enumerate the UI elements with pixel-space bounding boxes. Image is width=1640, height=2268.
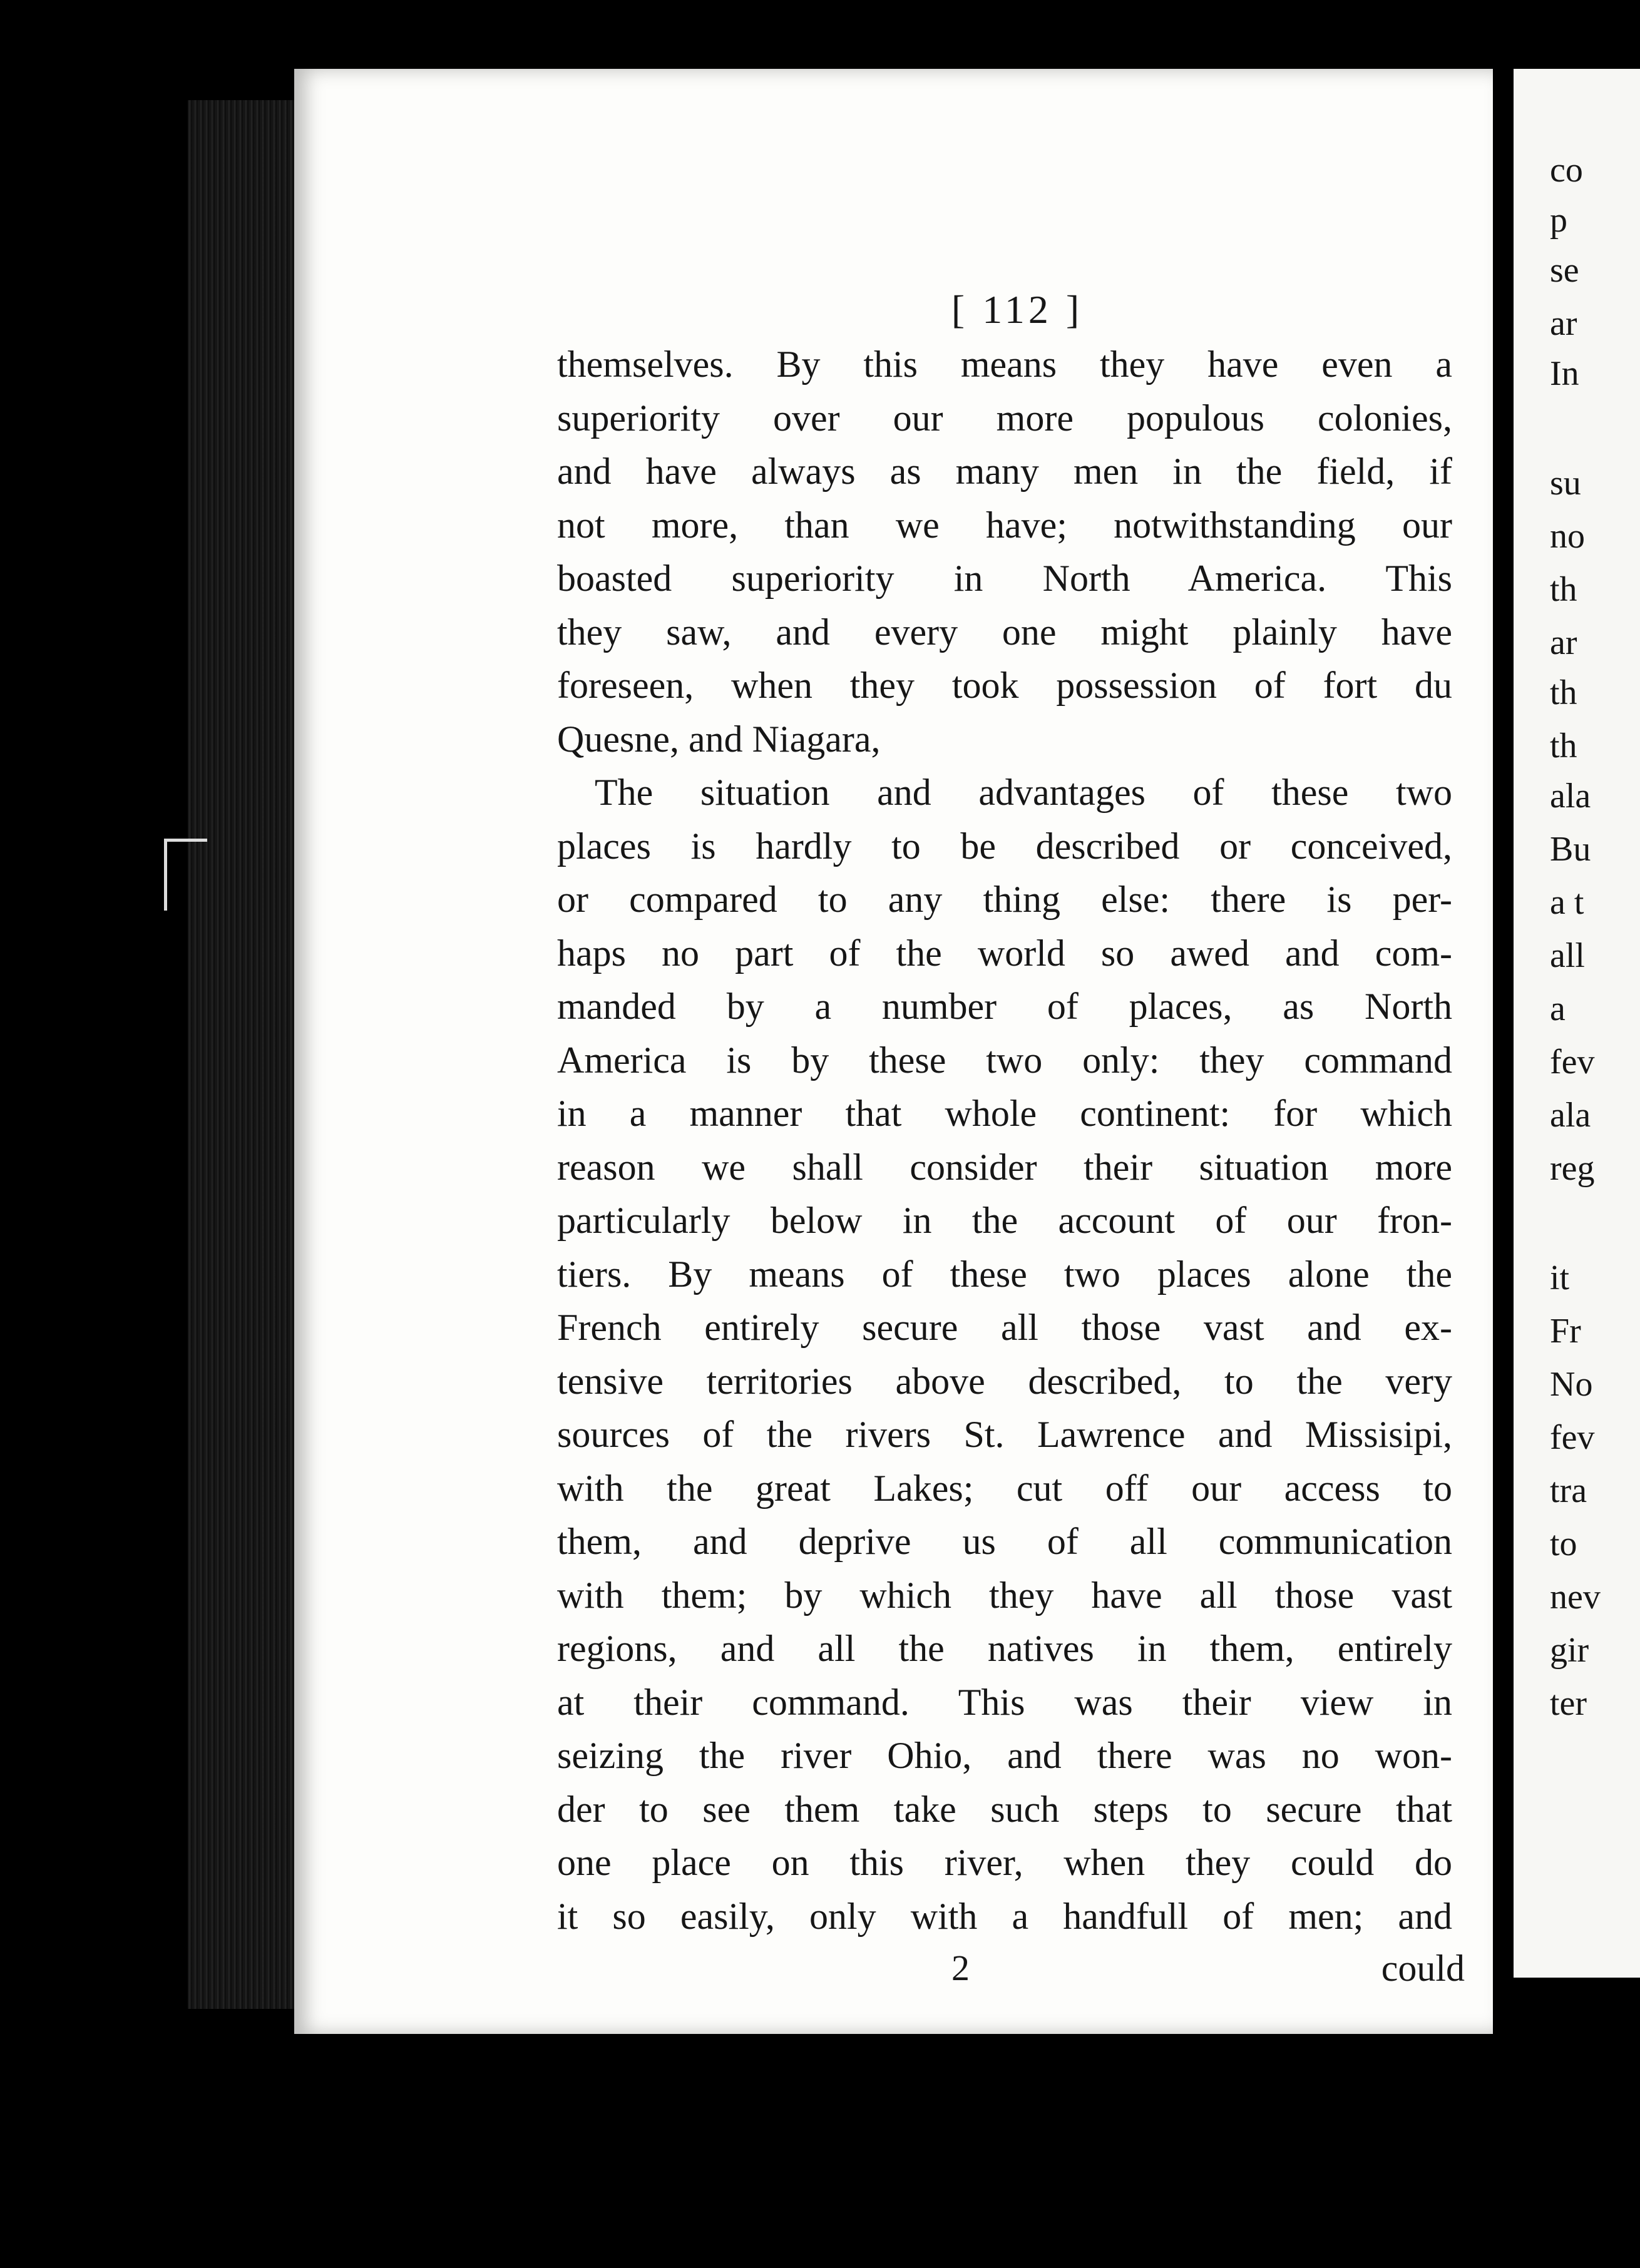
text-line: and have always as many men in the field, if (557, 451, 1452, 492)
adjacent-page-fragment: to (1550, 1525, 1577, 1563)
signature-mark: 2 (951, 1948, 970, 1988)
adjacent-page-fragment: all (1550, 936, 1585, 975)
text-line: French entirely secure all those vast and ex- (557, 1307, 1452, 1348)
text-line: with the great Lakes; cut off our access to (557, 1467, 1452, 1509)
text-line: they saw, and every one might plainly have (557, 611, 1452, 653)
text-line: places is hardly to be described or conceived, (557, 825, 1452, 867)
adjacent-page-fragment: fev (1550, 1043, 1595, 1081)
text-line: sources of the rivers St. Lawrence and Missisipi, (557, 1414, 1452, 1455)
text-line: or compared to any thing else: there is per- (557, 879, 1452, 920)
adjacent-page-fragment: se (1550, 251, 1579, 290)
adjacent-page-fragment: p (1550, 201, 1567, 240)
text-line: boasted superiority in North America. This (557, 558, 1452, 599)
adjacent-page-fragment: a t (1550, 883, 1584, 922)
adjacent-page-fragment: gir (1550, 1631, 1589, 1670)
adjacent-page-fragment: Fr (1550, 1312, 1581, 1351)
text-line: seizing the river Ohio, and there was no won- (557, 1735, 1452, 1776)
page-text (557, 282, 1465, 2010)
adjacent-page-fragment: su (1550, 464, 1581, 503)
text-line: at their command. This was their view in (557, 1681, 1452, 1723)
catchword: could (1381, 1948, 1465, 1989)
adjacent-page-fragment: tra (1550, 1471, 1587, 1510)
text-line: Quesne, and Niagara, (557, 718, 881, 760)
adjacent-page-fragment: co (1550, 151, 1583, 190)
adjacent-page-fragment: ar (1550, 304, 1577, 343)
adjacent-page-fragment: ter (1550, 1684, 1587, 1723)
adjacent-page-edge (1514, 69, 1640, 1978)
text-line: tensive territories above described, to the very (557, 1360, 1452, 1402)
adjacent-page-fragment: th (1550, 570, 1577, 609)
text-line: one place on this river, when they could do (557, 1842, 1452, 1883)
text-line: manded by a number of places, as North (557, 986, 1452, 1027)
page-footer (557, 1947, 1465, 2010)
text-line: haps no part of the world so awed and com- (557, 932, 1452, 974)
adjacent-page-fragment: th (1550, 673, 1577, 712)
page-body (557, 338, 1452, 1943)
text-line: reason we shall consider their situation more (557, 1146, 1452, 1188)
text-line: them, and deprive us of all communication (557, 1521, 1452, 1562)
text-line: with them; by which they have all those vast (557, 1574, 1452, 1616)
text-line: der to see them take such steps to secure that (557, 1788, 1452, 1830)
adjacent-page-fragment: ala (1550, 777, 1591, 815)
text-line: it so easily, only with a handfull of men; and (557, 1895, 1452, 1937)
adjacent-page-fragment: No (1550, 1365, 1593, 1404)
book-spine (188, 100, 300, 2009)
text-line: themselves. By this means they have even a (557, 344, 1452, 385)
page-number-header: [ 112 ] (951, 287, 1084, 332)
adjacent-page-fragment: nev (1550, 1578, 1601, 1617)
adjacent-page-fragment: In (1550, 354, 1579, 393)
text-line: America is by these two only: they command (557, 1039, 1452, 1081)
adjacent-page-fragment: fev (1550, 1418, 1595, 1457)
adjacent-page-fragment: ala (1550, 1096, 1591, 1135)
adjacent-page-fragment: Bu (1550, 830, 1591, 869)
adjacent-page-fragment: ar (1550, 623, 1577, 662)
adjacent-page-fragment: th (1550, 727, 1577, 765)
adjacent-page-fragment: it (1550, 1259, 1570, 1297)
adjacent-page-fragment: no (1550, 517, 1585, 556)
adjacent-page-fragment: reg (1550, 1149, 1595, 1188)
text-line: in a manner that whole continent: for which (557, 1093, 1452, 1134)
text-line: regions, and all the natives in them, entirely (557, 1628, 1452, 1669)
text-line: tiers. By means of these two places alone the (557, 1253, 1452, 1295)
text-line: particularly below in the account of our fron- (557, 1200, 1452, 1241)
text-line: not more, than we have; notwithstanding our (557, 504, 1452, 546)
spine-mark (164, 839, 207, 911)
adjacent-page-fragment: a (1550, 989, 1566, 1028)
text-line: foreseen, when they took possession of fort du (557, 665, 1452, 706)
text-line: superiority over our more populous colonies, (557, 397, 1452, 439)
text-line: The situation and advantages of these two (595, 772, 1452, 813)
book-page (294, 69, 1493, 2034)
